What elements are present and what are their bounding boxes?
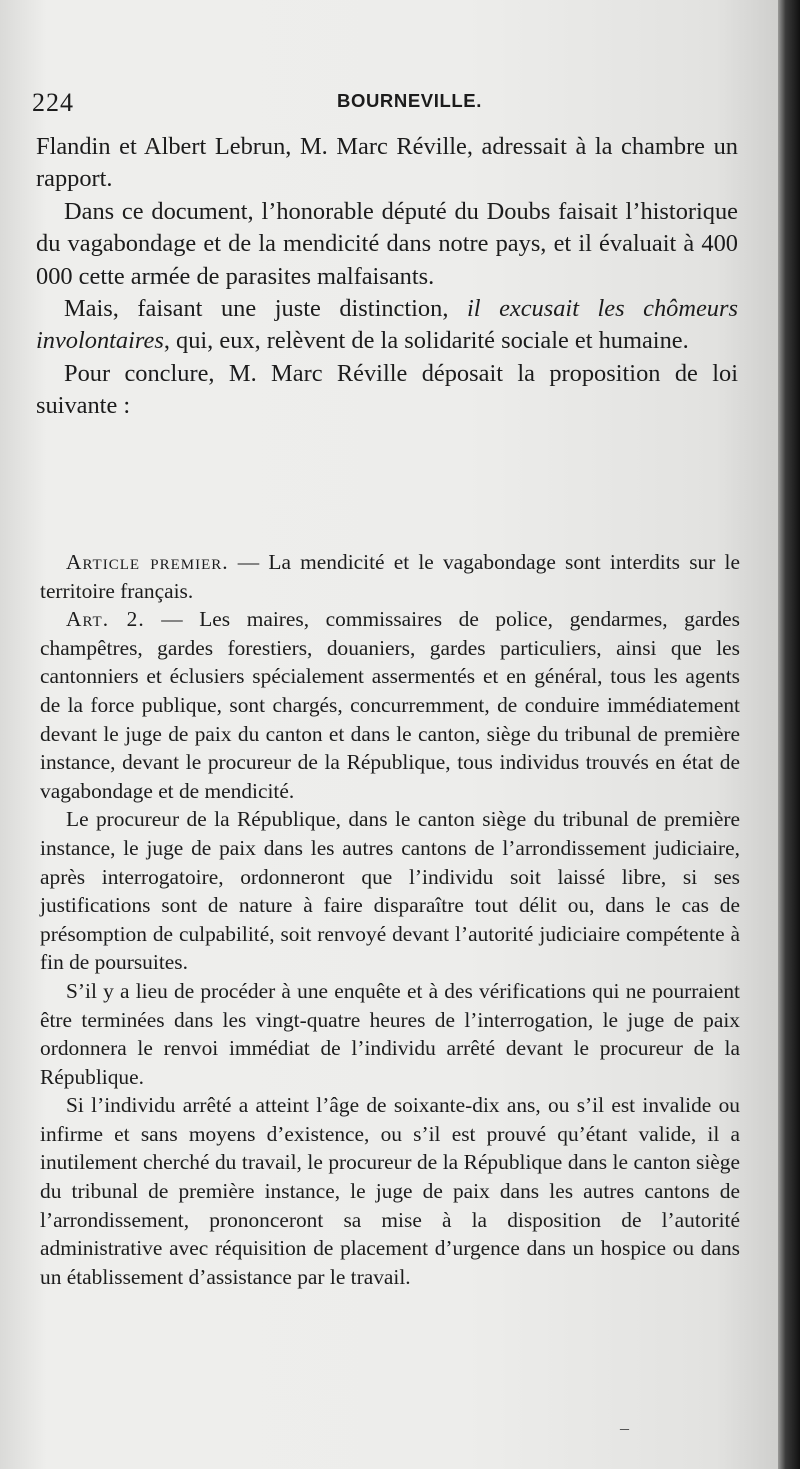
law-paragraph-c: Si l’individu arrêté a atteint l’âge de soixante-dix ans, ou s’il est invalide ou infirme et sans moyens d’existence, ou s’il est prouvé qu’étant valide, il a inutilement cherché du travail, le procureur de la République dans le canton siège du tribunal de première instance, le juge de paix dans les autres cantons de l’arrondissement, prononceront sa mise à la disposition de l’autorité administrative avec réquisition de placement d’urgence dans un hospice ou dans un établissement d’assistance par le travail. [40, 1093, 740, 1289]
paragraph-3-italic: il excusait les chômeurs involontaires [36, 295, 738, 355]
paragraph-3-end: , qui, eux, relèvent de la solidarité sociale et humaine. [163, 327, 689, 355]
running-head: BOURNEVILLE. [337, 90, 482, 111]
body-text [36, 131, 738, 423]
page-edge-shadow [778, 0, 800, 1469]
paragraph-3 [36, 293, 738, 358]
article-2-label: Art. 2. [66, 607, 145, 632]
law-paragraph-b: S’il y a lieu de procéder à une enquête et à des vérifications qui ne pourraient être terminées dans les vingt-quatre heures de l’interrogation, le juge de paix ordonnera le renvoi immédiat de l’individu arrêté devant le procureur de la République. [40, 978, 740, 1089]
article-2-text: — Les maires, commissaires de police, gendarmes, gardes champêtres, gardes forestiers, douaniers, gardes particuliers, ainsi que les cantonniers et éclusiers spécialement assermentés et en général, tous les agents de la force publique, sont chargés, concurremment, de conduire immédiatement devant le juge de paix du canton et dans le canton, siège du tribunal de première instance, devant le procureur de la République, tous individus trouvés en état de vagabondage et de mendicité. [40, 607, 740, 803]
footer-mark: – [620, 1418, 629, 1438]
article-1-label: Article premier. [66, 550, 229, 574]
article-1-text: — La mendicité et le vagabondage sont interdits sur le territoire français. [40, 550, 740, 603]
law-proposal [40, 548, 740, 1291]
paragraph-1: Flandin et Albert Lebrun, M. Marc Réville, adressait à la chambre un rapport. [36, 133, 738, 193]
page-header [32, 88, 742, 122]
paragraph-2: Dans ce document, l’honorable député du Doubs faisait l’historique du vagabondage et de la mendicité dans notre pays, et il évaluait à 400 000 cette armée de parasites malfaisants. [36, 197, 738, 290]
article-1 [40, 548, 740, 605]
paragraph-3-start: Mais, faisant une juste distinction, [64, 295, 467, 323]
page-number: 224 [32, 88, 74, 117]
article-2 [40, 605, 740, 805]
law-paragraph-a: Le procureur de la République, dans le canton siège du tribunal de première instance, le juge de paix dans les autres cantons de l’arrondissement judiciaire, après interrogatoire, ordonneront que l’individu soit laissé libre, si ses justifications sont de nature à faire disparaître tout délit ou, dans le cas de présomption de culpabilité, soit renvoyé devant l’autorité judiciaire compétente à fin de poursuites. [40, 807, 740, 975]
paragraph-4: Pour conclure, M. Marc Réville déposait la proposition de loi suivante : [36, 359, 738, 420]
